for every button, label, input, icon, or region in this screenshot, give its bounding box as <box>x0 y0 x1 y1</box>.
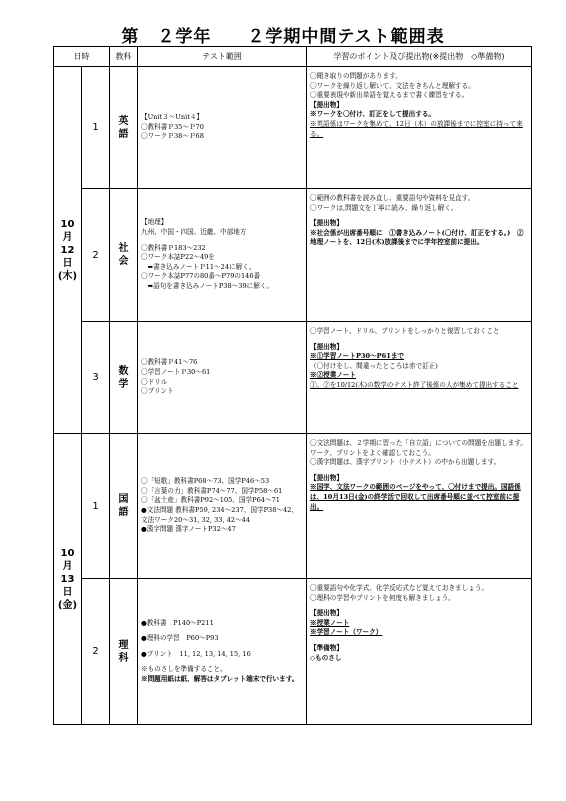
test-range-cell: ●教科書 P140～P211 ●理科の学習 P60～P93 ●プリント 11, 12, 13, 14, 15, 16 ※ものさしを準備すること。 ※問題用紙は紙、解答はタブレット端末で行います。 <box>138 579 307 725</box>
table-row <box>54 579 532 725</box>
test-range-table <box>53 46 532 725</box>
date-cell-day1: 10 月 12 日 (木) <box>54 67 82 434</box>
table-row <box>54 434 532 579</box>
table-row <box>54 67 532 189</box>
test-range-cell: 【地理】 九州、中国・四国、近畿、中部地方 〇教科書Ｐ183～232 〇ワーク本誌P22～49を ➡書き込みノートＰ11～24に解く。 〇ワーク本誌P77の80番～P79の146番 ➡語句を書き込みノートP38～39に解く。 <box>138 189 307 322</box>
test-range-cell: 〇教科書Ｐ41～76 〇学習ノートＰ30～61 〇ドリル 〇プリント <box>138 322 307 434</box>
study-points-cell: 〇重要語句や化学式、化学反応式など覚えておきましょう。 〇理科の学習やプリントを何度も解きましょう。 【提出物】 ※授業ノート ※学習ノート（ワーク） 【準備物】 ◇ものさし <box>307 579 532 725</box>
subject-name: 英 語 <box>110 67 138 189</box>
test-range-cell: 【Unit３～Unit４】 〇教科書Ｐ35～Ｐ70 〇ワークＰ38～Ｐ68 <box>138 67 307 189</box>
study-points-cell: 〇範囲の教科書を読み直し、重要語句や資料を見直す。 〇ワークは,問題文を丁寧に読み、繰り返し解く。 【提出物】 ※社会係が出席番号順に ①書き込みノート(〇付け、訂正をする。) ②地理ノートを、12日(木)放課後までに学年控室前に提出。 <box>307 189 532 322</box>
period-number: 2 <box>82 189 110 322</box>
header-points: 学習のポイント及び提出物(※提出物 ◇準備物) <box>307 47 532 67</box>
study-points-cell: 〇聞き取りの問題があります。 〇ワークを繰り返し解いて、文法をきちんと理解する。 〇重要表現や新出単語を覚えるまで書く練習をする。 【提出物】 ※ワークを〇付け、訂正をして提出する。 ※英語係はワークを集めて、12日（木）の放課後までに控室に持って来る。 <box>307 67 532 189</box>
subject-name: 国 語 <box>110 434 138 579</box>
period-number: 2 <box>82 579 110 725</box>
header-range: テスト範囲 <box>138 47 307 67</box>
subject-name: 数 学 <box>110 322 138 434</box>
period-number: 1 <box>82 434 110 579</box>
header-date: 日時 <box>54 47 110 67</box>
table-row <box>54 189 532 322</box>
table-row <box>54 322 532 434</box>
period-number: 1 <box>82 67 110 189</box>
test-range-cell: 〇「短歌」教科書P68～73、国学P46～53 〇「言葉の力」教科書P74～77、国学P58～61 〇「盆土産」教科書P92～105、国学P64～71 ●文法問題 教科書P59, 234～237、国学P38～42、文法ワーク20～31, 32, 33, 42～44 ●漢字問題 漢字ノートP32～47 <box>138 434 307 579</box>
study-points-cell: 〇学習ノート、ドリル、プリントをしっかりと復習しておくこと 【提出物】 ※①学習ノートP30～P61まで （〇付けをし、間違ったところは赤で訂正) ※②授業ノート ①、②を10/12(木)の数学のテスト終了後係の人が集めて提出すること <box>307 322 532 434</box>
subject-name: 社 会 <box>110 189 138 322</box>
date-cell-day2: 10 月 13 日 (金) <box>54 434 82 725</box>
header-subject: 教科 <box>110 47 138 67</box>
header-row <box>54 47 532 67</box>
period-number: 3 <box>82 322 110 434</box>
study-points-cell: 〇文法問題は、２学期に習った「自立語」についての問題を出題します。ワーク、プリントをよく確認しておこう。 〇漢字問題は、漢字プリント（小テスト）の中から出題します。 【提出物】 ※国学、文法ワークの範囲のページをやって、〇付けまで提出。国語係は、10月13日(金)の終学活で回収して出席番号順に並べて控室前に提出。 <box>307 434 532 579</box>
subject-name: 理 科 <box>110 579 138 725</box>
page-title: 第 ２学年 ２学期中間テスト範囲表 <box>121 27 445 47</box>
